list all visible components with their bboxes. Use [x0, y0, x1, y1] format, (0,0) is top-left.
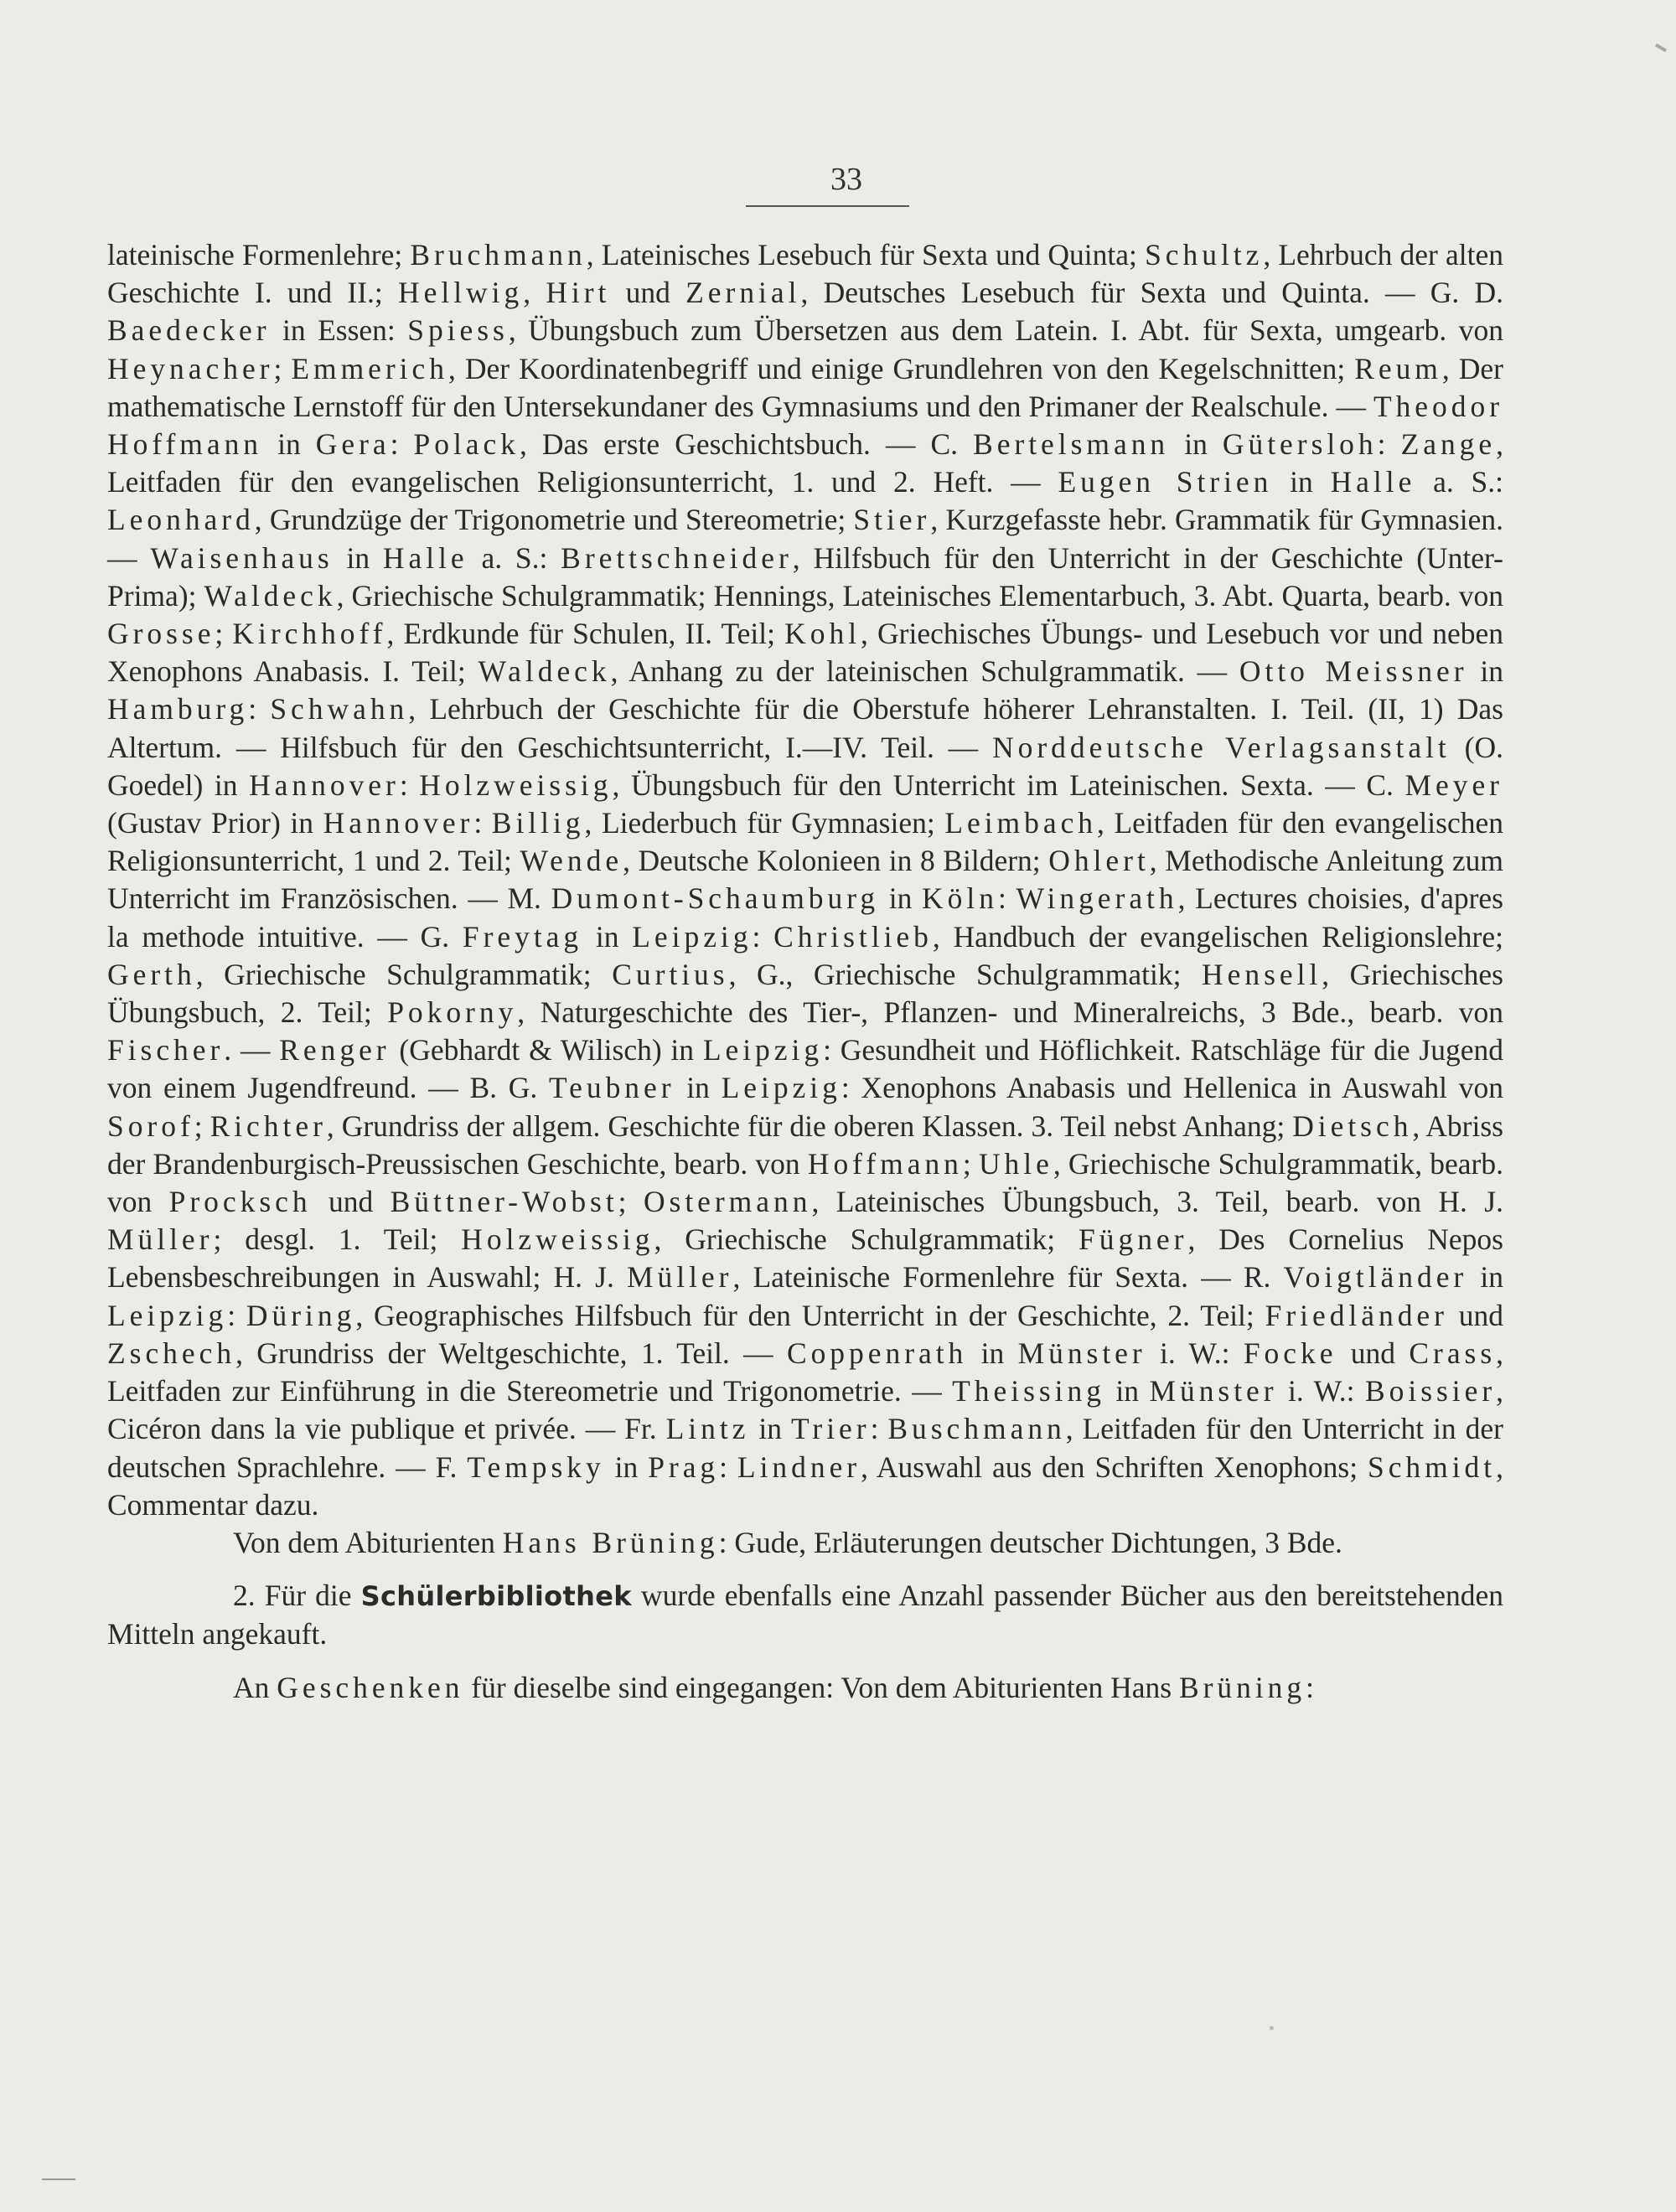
- text-run: und: [311, 1185, 391, 1219]
- emphasized-name: Focke: [1243, 1336, 1337, 1370]
- text-run: in: [1467, 1260, 1503, 1295]
- emphasized-name: Bruchmann: [410, 238, 587, 271]
- text-run: , Deutsches Lesebuch für Sexta und Quinta. — G. D.: [800, 276, 1504, 310]
- text-run: , Lateinisches Übungsbuch, 3. Teil, bearb. von H. J.: [811, 1185, 1503, 1219]
- text-run: in Essen:: [270, 313, 408, 348]
- emphasized-name: Ostermann: [643, 1185, 812, 1219]
- emphasized-name: Friedländer: [1265, 1298, 1448, 1332]
- text-run: , Kurzgefasste hebr. Grammatik für Gymnasien. —: [107, 503, 1503, 575]
- emphasized-name: Kirchhoff: [232, 617, 387, 651]
- text-run: . —: [224, 1033, 280, 1067]
- emphasized-name: Leipzig: [107, 1298, 228, 1332]
- text-run: a. S.:: [1415, 465, 1503, 499]
- emphasized-name: Hans Brüning: [502, 1525, 719, 1559]
- text-run: : Gesundheit und Höflichkeit. Ratschläge für die Jugend von einem Jugendfreund. — B. G.: [107, 1033, 1504, 1105]
- emphasized-name: Halle: [382, 540, 468, 575]
- text-run: , Leitfaden für den evangelischen Religionsunterricht, 1. und 2. Heft. —: [107, 427, 1503, 499]
- emphasized-name: Heynacher: [107, 351, 274, 385]
- scan-mark-corner: [1655, 44, 1667, 52]
- text-run: in: [604, 1450, 649, 1484]
- emphasized-name: Lintz: [665, 1412, 750, 1446]
- text-run: a. S.:: [468, 540, 561, 575]
- emphasized-name: Billig: [491, 806, 585, 840]
- text-run: , Naturgeschichte des Tier-, Pflanzen- und Mineralreichs, 3 Bde., bearb. von: [517, 995, 1504, 1030]
- emphasized-name: Prag: [648, 1450, 720, 1484]
- emphasized-name: Tempsky: [467, 1450, 605, 1484]
- emphasized-name: Schultz: [1145, 238, 1264, 271]
- emphasized-name: Lindner: [737, 1450, 861, 1484]
- emphasized-name: Zschech: [107, 1336, 236, 1370]
- text-run: , Der Koordinatenbegriff und einige Grundlehren von den Kegelschnitten;: [447, 351, 1355, 385]
- text-run: :: [227, 1298, 246, 1332]
- emphasized-name: Leimbach: [944, 806, 1098, 840]
- text-run: , Leitfaden für den Unterricht in der deutschen Sprachlehre. — F.: [107, 1412, 1503, 1484]
- text-run: :: [719, 1450, 737, 1484]
- text-run: :: [870, 1412, 888, 1446]
- text-run: , Griechische Schulgrammatik, bearb. von: [107, 1146, 1503, 1219]
- emphasized-name: Münster: [1017, 1336, 1146, 1370]
- text-run: ;: [962, 1146, 979, 1181]
- emphasized-name: Hellwig: [398, 276, 524, 310]
- text-run: Von dem Abiturienten: [233, 1525, 503, 1559]
- text-run: , Griechische Schulgrammatik;: [654, 1222, 1079, 1257]
- text-run: , Grundriss der Weltgeschichte, 1. Teil. —: [235, 1336, 787, 1370]
- emphasized-name: Düring: [246, 1298, 356, 1332]
- text-run: , Methodische Anleitung zum Unterricht im Französischen. — M.: [107, 844, 1503, 916]
- text-run: i. W.:: [1146, 1336, 1244, 1370]
- text-run: , Des Cornelius Nepos Lebensbeschreibungen in Auswahl; H. J.: [107, 1222, 1503, 1295]
- text-run: ;: [273, 351, 292, 385]
- text-run: 2. Für die: [233, 1579, 361, 1613]
- scan-speck: [1270, 2026, 1274, 2030]
- text-run: in: [582, 919, 633, 954]
- bold-term: Schülerbibliothek: [360, 1580, 632, 1613]
- emphasized-name: Boissier: [1365, 1374, 1497, 1408]
- text-run: :: [473, 806, 492, 840]
- text-run: ;: [194, 1109, 210, 1143]
- emphasized-name: Holzweissig: [419, 767, 613, 802]
- text-run: in: [749, 1412, 791, 1446]
- emphasized-name: Uhle: [978, 1146, 1053, 1181]
- emphasized-name: Fügner: [1079, 1222, 1188, 1257]
- emphasized-name: Leipzig: [721, 1071, 841, 1105]
- emphasized-name: Pokorny: [387, 995, 518, 1030]
- text-run: in: [879, 881, 923, 916]
- text-run: , Griechische Schulgrammatik;: [195, 957, 613, 991]
- text-run: in: [1272, 465, 1331, 499]
- text-run: wurde ebenfalls eine Anzahl passender Bücher aus den bereitstehenden Mitteln angekauft.: [107, 1579, 1504, 1651]
- emphasized-name: Schwahn: [270, 692, 409, 726]
- emphasized-name: Müller: [626, 1260, 733, 1295]
- text-run: und: [1337, 1336, 1410, 1370]
- text-run: :: [1306, 1670, 1314, 1704]
- text-run: , Cicéron dans la vie publique et privée. — Fr.: [107, 1374, 1503, 1446]
- emphasized-name: Stier: [853, 503, 931, 537]
- text-run: lateinische Formenlehre;: [107, 238, 411, 271]
- emphasized-name: Grosse: [107, 617, 215, 651]
- emphasized-name: Emmerich: [291, 351, 448, 385]
- emphasized-name: Waldeck: [204, 578, 337, 612]
- emphasized-name: Schmidt: [1367, 1450, 1497, 1484]
- text-run: , Der mathematische Lernstoff für den Untersekundaner des Gymnasiums und den Primaner der Realschule. —: [107, 351, 1503, 423]
- emphasized-name: Procksch: [168, 1185, 312, 1219]
- emphasized-name: Norddeutsche Verlagsanstalt: [992, 730, 1451, 764]
- emphasized-name: Theissing: [952, 1374, 1105, 1408]
- emphasized-name: Wingerath: [1016, 881, 1178, 916]
- text-run: :: [1377, 427, 1401, 462]
- text-run: , Grundriss der allgem. Geschichte für die oberen Klassen. 3. Teil nebst Anhang;: [326, 1109, 1293, 1143]
- emphasized-name: Richter: [210, 1109, 327, 1143]
- emphasized-name: Christlieb: [773, 919, 933, 954]
- emphasized-name: Reum: [1354, 351, 1442, 385]
- text-run: , G., Griechische Schulgrammatik;: [728, 957, 1203, 991]
- emphasized-name: Theodor Hoffmann: [107, 389, 1503, 462]
- emphasized-name: Waisenhaus: [150, 540, 334, 575]
- emphasized-name: Müller: [107, 1222, 214, 1257]
- text-run: :: [752, 919, 774, 954]
- emphasized-name: Crass: [1409, 1336, 1497, 1370]
- text-run: in: [333, 540, 383, 575]
- emphasized-name: Brüning: [1178, 1670, 1306, 1704]
- text-run: , Auswahl aus den Schriften Xenophons;: [861, 1450, 1368, 1484]
- emphasized-name: Hannover: [249, 767, 400, 802]
- emphasized-name: Wende: [520, 844, 623, 878]
- text-run: , Liederbuch für Gymnasien;: [584, 806, 945, 840]
- text-run: für dieselbe sind eingegangen: Von dem Abiturienten Hans: [463, 1670, 1179, 1704]
- text-run: , Das erste Geschichtsbuch. — C.: [519, 427, 974, 462]
- emphasized-name: Brettschneider: [561, 540, 793, 575]
- emphasized-name: Eugen Strien: [1058, 465, 1273, 499]
- emphasized-name: Hamburg: [107, 692, 249, 726]
- emphasized-name: Sorof: [107, 1109, 194, 1143]
- emphasized-name: Köln: [922, 881, 998, 916]
- text-run: in: [1169, 427, 1223, 462]
- paragraph-book-list: [107, 236, 1503, 1524]
- text-run: :: [390, 427, 414, 462]
- emphasized-name: Halle: [1330, 465, 1416, 499]
- emphasized-name: Leipzig: [702, 1033, 824, 1067]
- text-run: : Gude, Erläuterungen deutscher Dichtungen, 3 Bde.: [718, 1525, 1342, 1559]
- text-run: , Lehrbuch der Geschichte für die Oberstufe höherer Lehranstalten. I. Teil. (II, 1) Das Altertum. — Hilfsbuch für den Geschichtsunterricht, I.—IV. Teil. —: [107, 692, 1503, 764]
- text-run: und: [610, 276, 686, 310]
- body-text: [107, 236, 1503, 1707]
- text-run: , Erdkunde für Schulen, II. Teil;: [386, 617, 785, 651]
- text-run: , Geographisches Hilfsbuch für den Unterricht in der Geschichte, 2. Teil;: [355, 1298, 1265, 1332]
- text-run: in: [967, 1336, 1018, 1370]
- emphasized-name: Voigtländer: [1283, 1260, 1468, 1295]
- emphasized-name: Gera: [315, 427, 391, 462]
- emphasized-name: Polack: [413, 427, 520, 462]
- page-number: 33: [830, 162, 862, 197]
- emphasized-name: Hirt: [546, 276, 611, 310]
- paragraph-schuelerbibliothek: [107, 1577, 1503, 1653]
- text-run: , Grundzüge der Trigonometrie und Stereometrie;: [254, 503, 854, 537]
- emphasized-name: Zernial: [685, 276, 801, 310]
- emphasized-name: Teubner: [548, 1071, 675, 1105]
- emphasized-name: Hensell: [1202, 957, 1322, 991]
- emphasized-name: Curtius: [612, 957, 729, 991]
- text-run: , Griechische Schulgrammatik; Hennings, Lateinisches Elementarbuch, 3. Abt. Quarta, bearb. von: [336, 578, 1503, 612]
- emphasized-name: Otto Meissner: [1239, 654, 1468, 689]
- emphasized-name: Büttner-Wobst: [390, 1185, 618, 1219]
- text-run: in: [1467, 654, 1503, 689]
- text-run: :: [997, 881, 1016, 916]
- emphasized-name: Dietsch: [1292, 1109, 1413, 1143]
- emphasized-name: Baedecker: [107, 313, 271, 348]
- emphasized-name: Holzweissig: [461, 1222, 654, 1257]
- emphasized-name: Hannover: [323, 806, 474, 840]
- text-run: , Abriss der Brandenburgisch-Preussischen Geschichte, bearb. von: [107, 1109, 1503, 1181]
- text-run: , Griechisches Übungsbuch, 2. Teil;: [107, 957, 1504, 1030]
- text-run: (O. Goedel) in: [107, 730, 1503, 802]
- text-run: ,: [523, 276, 546, 310]
- emphasized-name: Leipzig: [632, 919, 753, 954]
- emphasized-name: Dumont-Schaumburg: [551, 881, 880, 916]
- text-run: , Commentar dazu.: [107, 1450, 1503, 1522]
- header-rule: [746, 205, 909, 207]
- emphasized-name: Bertelsmann: [973, 427, 1170, 462]
- text-run: An: [233, 1670, 277, 1704]
- text-run: , Lateinisches Lesebuch für Sexta und Quinta;: [586, 238, 1146, 271]
- text-run: :: [248, 692, 271, 726]
- text-run: , Leitfaden zur Einführung in die Stereometrie und Trigonometrie. —: [107, 1336, 1503, 1408]
- emphasized-name: Kohl: [784, 617, 861, 651]
- emphasized-name: Gütersloh: [1222, 427, 1378, 462]
- text-run: :: [399, 767, 420, 802]
- emphasized-name: Renger: [279, 1033, 391, 1067]
- text-run: , Lateinische Formenlehre für Sexta. — R.: [732, 1260, 1284, 1295]
- text-run: , Griechisches Übungs- und Lesebuch vor und neben Xenophons Anabasis. I. Teil;: [107, 617, 1503, 689]
- text-run: ;: [215, 617, 233, 651]
- text-run: in: [1104, 1374, 1150, 1408]
- text-run: in: [675, 1071, 722, 1105]
- text-run: und: [1447, 1298, 1504, 1332]
- emphasized-name: Meyer: [1404, 767, 1503, 802]
- text-run: , Lehrbuch der alten Geschichte I. und II.;: [107, 238, 1503, 310]
- text-run: i. W.:: [1277, 1374, 1365, 1408]
- emphasized-name: Münster: [1149, 1374, 1278, 1408]
- emphasized-name: Buschmann: [887, 1412, 1066, 1446]
- text-run: , Deutsche Kolonieen in 8 Bildern;: [623, 844, 1049, 878]
- text-run: , Hilfsbuch für den Unterricht in der Geschichte (Unter-Prima);: [107, 540, 1503, 612]
- paragraph-geschenke: [107, 1669, 1503, 1707]
- emphasized-name: Waldeck: [478, 654, 611, 689]
- emphasized-name: Leonhard: [107, 503, 255, 537]
- paragraph-donation-bruening: [107, 1524, 1503, 1562]
- emphasized-name: Coppenrath: [786, 1336, 968, 1370]
- text-run: ;: [618, 1185, 644, 1219]
- emphasized-name: Ohlert: [1048, 844, 1150, 878]
- emphasized-name: Zange: [1400, 427, 1497, 462]
- text-run: in: [262, 427, 316, 462]
- scan-mark: [42, 2178, 75, 2180]
- text-run: , Lectures choisies, d'apres la methode intuitive. — G.: [107, 881, 1503, 954]
- text-run: (Gustav Prior) in: [107, 806, 323, 840]
- emphasized-name: Trier: [791, 1412, 871, 1446]
- emphasized-name: Spiess: [407, 313, 509, 348]
- text-run: , Übungsbuch zum Übersetzen aus dem Latein. I. Abt. für Sexta, umgearb. von: [508, 313, 1503, 348]
- emphasized-name: Gerth: [107, 957, 196, 991]
- text-run: (Gebhardt & Wilisch) in: [390, 1033, 703, 1067]
- emphasized-name: Hoffmann: [807, 1146, 963, 1181]
- emphasized-name: Freytag: [462, 919, 583, 954]
- text-run: , Handbuch der evangelischen Religionslehre;: [932, 919, 1503, 954]
- text-run: , Anhang zu der lateinischen Schulgrammatik. —: [610, 654, 1239, 689]
- text-run: , Übungsbuch für den Unterricht im Lateinischen. Sexta. — C.: [612, 767, 1405, 802]
- text-run: : Xenophons Anabasis und Hellenica in Auswahl von: [841, 1071, 1503, 1105]
- emphasized-name: Fischer: [107, 1033, 225, 1067]
- emphasized-name: Geschenken: [277, 1670, 464, 1704]
- text-run: ; desgl. 1. Teil;: [213, 1222, 462, 1257]
- text-run: , Leitfaden für den evangelischen Religionsunterricht, 1 und 2. Teil;: [107, 806, 1503, 878]
